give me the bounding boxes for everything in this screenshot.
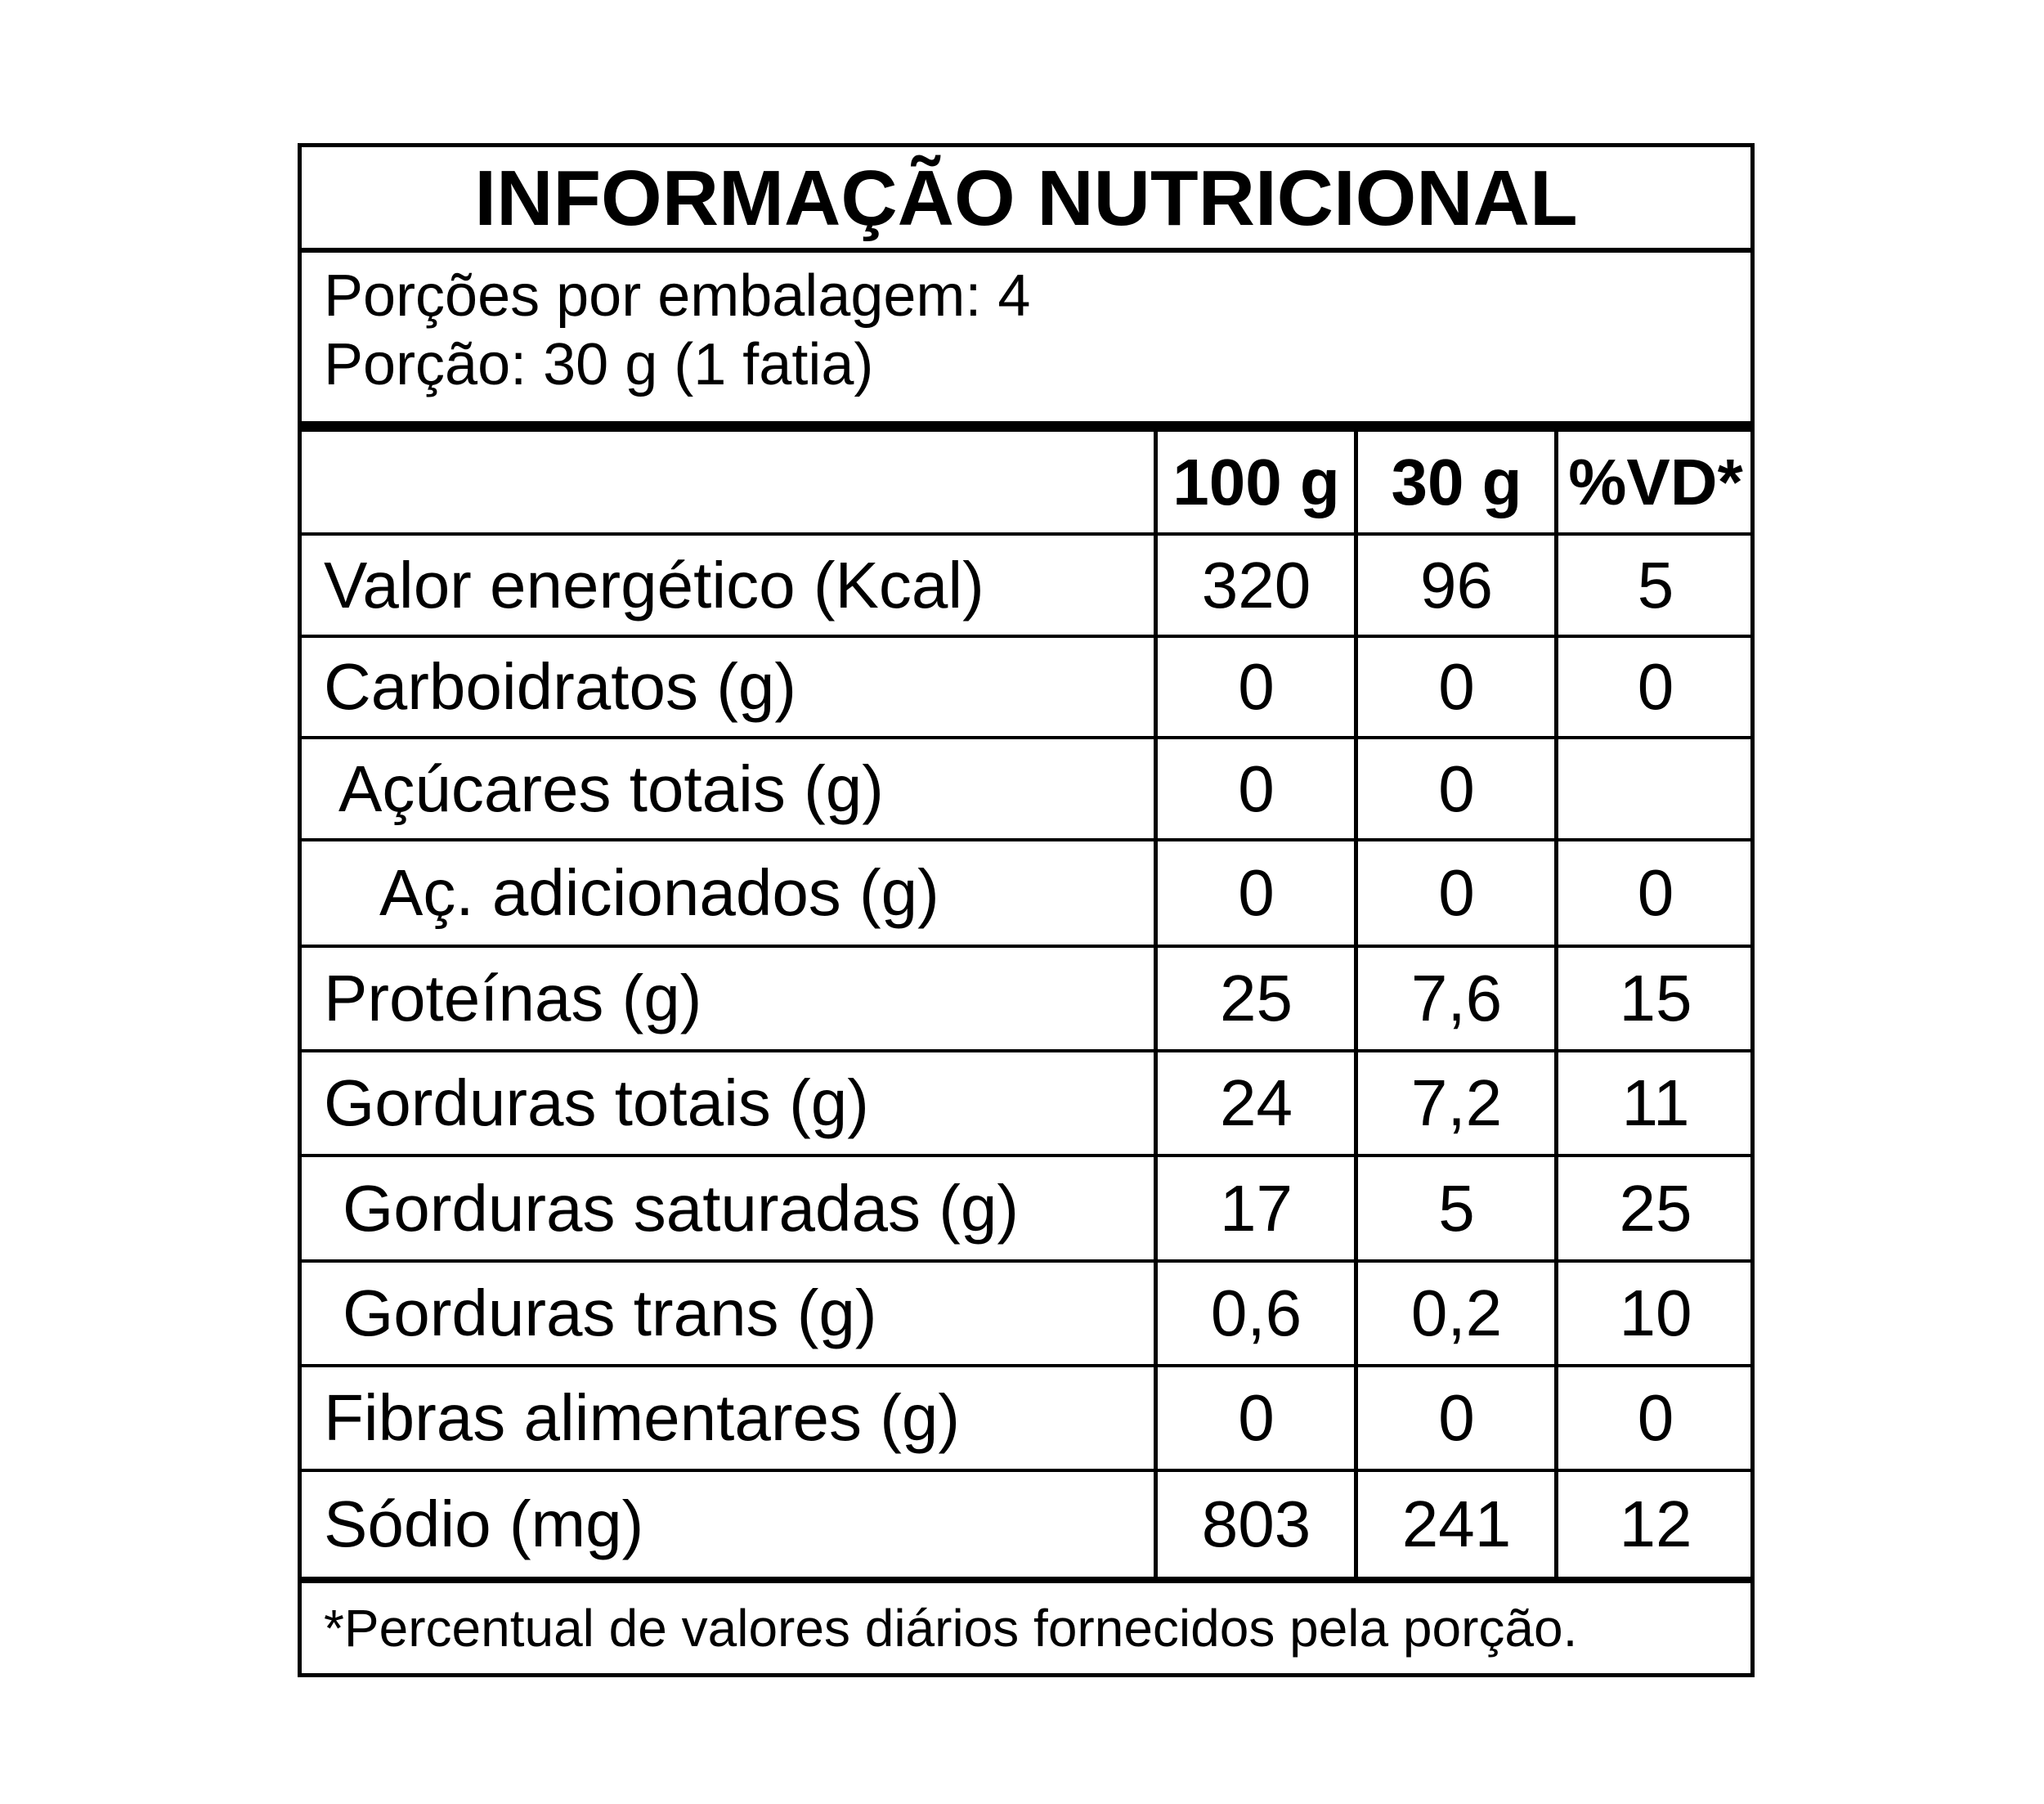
value-vd: 10	[1619, 1277, 1692, 1349]
nutrient-name: Gorduras totais (g)	[324, 1066, 869, 1139]
value-30g: 7,2	[1410, 1066, 1503, 1139]
value-100g: 320	[1201, 548, 1311, 622]
value-30g: 0	[1438, 752, 1475, 825]
serving-info	[324, 262, 1030, 399]
value-100g: 0,6	[1210, 1277, 1302, 1349]
servings-per-package: Porções por embalagem: 4	[324, 263, 1031, 329]
column-header-30g: 30 g	[1391, 445, 1522, 518]
nutrient-name: Proteínas (g)	[324, 962, 702, 1034]
value-vd	[1557, 739, 1755, 838]
value-100g: 17	[1220, 1171, 1293, 1245]
nutrient-name: Carboidratos (g)	[324, 650, 797, 723]
value-vd: 12	[1619, 1488, 1692, 1560]
value-100g: 803	[1201, 1488, 1311, 1560]
thick-divider	[302, 421, 1750, 432]
value-vd: 0	[1637, 650, 1674, 723]
value-30g: 7,6	[1410, 962, 1503, 1034]
nutrition-facts-table	[298, 143, 1755, 1677]
value-vd: 5	[1637, 548, 1674, 622]
value-vd: 0	[1637, 1381, 1674, 1454]
value-100g: 0	[1238, 752, 1275, 825]
nutrient-name: Gorduras saturadas (g)	[343, 1171, 1020, 1245]
divider	[302, 248, 1750, 253]
value-vd: 0	[1637, 856, 1674, 929]
value-30g: 0	[1438, 1381, 1475, 1454]
nutrient-name: Gorduras trans (g)	[343, 1277, 877, 1349]
column-header-100g: 100 g	[1172, 445, 1340, 518]
value-vd: 11	[1621, 1066, 1690, 1139]
value-30g: 5	[1438, 1171, 1475, 1245]
nutrient-name: Fibras alimentares (g)	[324, 1381, 961, 1454]
value-30g: 96	[1420, 548, 1493, 622]
table-title: INFORMAÇÃO NUTRICIONAL	[474, 154, 1578, 242]
serving-size: Porção: 30 g (1 fatia)	[324, 332, 874, 397]
value-100g: 25	[1220, 962, 1293, 1034]
value-100g: 0	[1238, 856, 1275, 929]
nutrient-name: Sódio (mg)	[324, 1488, 644, 1560]
row-divider	[302, 1577, 1750, 1583]
value-vd: 25	[1619, 1171, 1692, 1245]
value-vd: 15	[1619, 962, 1692, 1034]
value-30g: 0	[1438, 856, 1475, 929]
nutrient-name: Valor energético (Kcal)	[324, 548, 984, 622]
value-30g: 0	[1438, 650, 1475, 723]
value-30g: 0,2	[1410, 1277, 1503, 1349]
column-header-vd: %VD*	[1568, 445, 1743, 518]
value-100g: 24	[1220, 1066, 1293, 1139]
nutrient-name: Açúcares totais (g)	[338, 752, 884, 825]
value-100g: 0	[1238, 1381, 1275, 1454]
value-30g: 241	[1401, 1488, 1512, 1560]
nutrient-name: Aç. adicionados (g)	[379, 856, 939, 929]
value-100g: 0	[1238, 650, 1275, 723]
footnote: *Percentual de valores diários fornecidos pela porção.	[324, 1599, 1578, 1658]
